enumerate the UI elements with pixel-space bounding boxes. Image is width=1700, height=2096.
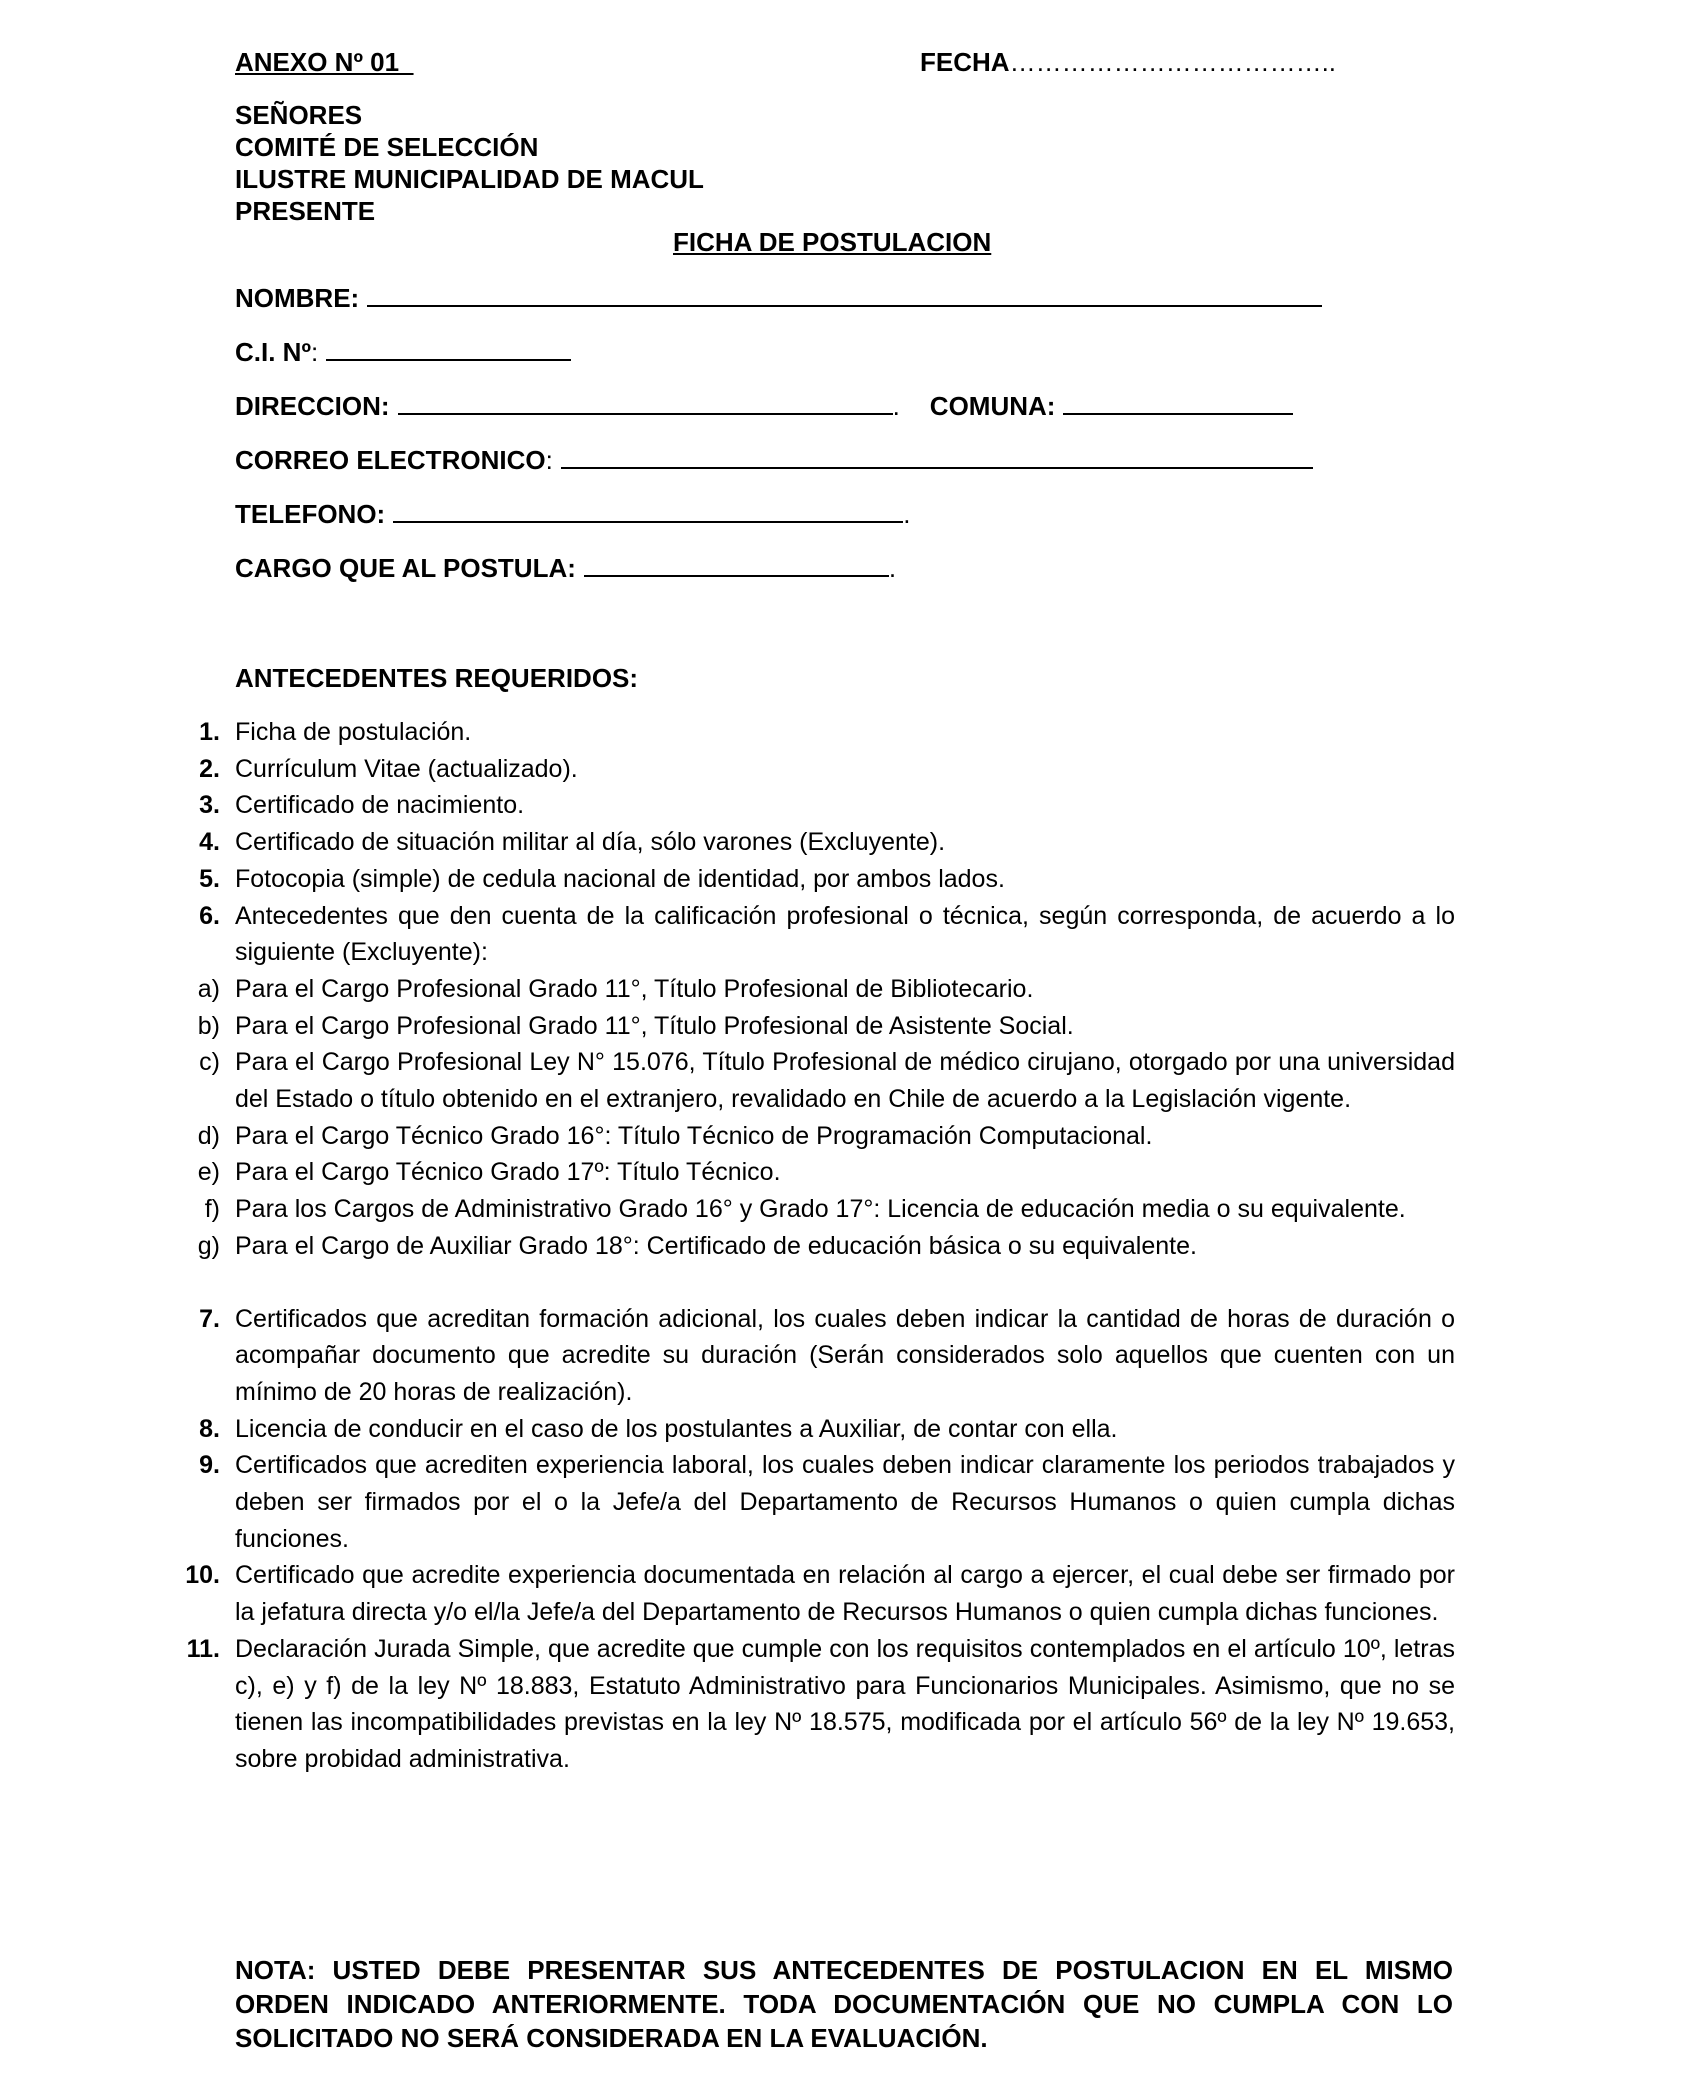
item-text: Fotocopia (simple) de cedula nacional de identidad, por ambos lados. [235,864,1005,893]
email-field [235,445,1313,476]
phone-label: TELEFONO: [235,499,386,529]
address-input-line[interactable] [398,393,893,415]
recipient-line: SEÑORES [235,100,363,130]
item-number: 11. [186,1634,220,1663]
item-text: Currículum Vitae (actualizado). [235,754,578,783]
list-item [170,1631,1455,1778]
list-spacer [170,1265,1455,1301]
item-text: Certificados que acrediten experiencia laboral, los cuales deben indicar claramente los periodos trabajados y deben ser firmados por el o la Jefe/a del Departamento de Recursos Humanos o quien cumpla dichas funciones. [235,1451,1455,1553]
comuna-input-line[interactable] [1063,393,1293,415]
requirements-list [170,714,1455,1778]
date-dots: ……………………………….. [1009,47,1337,77]
list-item [170,1557,1455,1630]
position-period: . [888,553,897,583]
email-colon: : [545,445,553,475]
item-text: Para los Cargos de Administrativo Grado 16° y Grado 17°: Licencia de educación media o su equivalente. [235,1195,1406,1224]
list-item [170,898,1455,971]
item-text: Certificados que acreditan formación adicional, los cuales deben indicar la cantidad de horas de duración o acompañar documento que acredite su duración (Serán considerados solo aquellos que cuenten con un mínimo de 20 horas de realización). [235,1304,1455,1406]
comuna-label: COMUNA: [929,391,1056,421]
note-paragraph: NOTA: USTED DEBE PRESENTAR SUS ANTECEDENTES DE POSTULACION EN EL MISMO ORDEN INDICADO ANTERIORMENTE. TODA DOCUMENTACIÓN QUE NO CUMPLA CON LO SOLICITADO NO SERÁ CONSIDERADA EN LA EVALUACIÓN. [235,1955,1453,2053]
item-text: Para el Cargo Profesional Grado 11°, Título Profesional de Asistente Social. [235,1011,1074,1040]
ci-colon: : [310,337,319,367]
address-label: DIRECCION: [235,391,390,421]
list-item [170,824,1455,861]
recipient-line: PRESENTE [235,196,376,226]
sub-list-item [170,1044,1455,1117]
item-number: 8. [199,1414,220,1443]
list-item [170,861,1455,898]
address-field [235,391,1293,422]
item-text: Para el Cargo Profesional Ley N° 15.076, Título Profesional de médico cirujano, otorgado por una universidad del Estado o título obtenido en el extranjero, revalidado en Chile de acuerdo a la Legislación vigente. [235,1048,1455,1114]
item-text: Certificado de nacimiento. [235,791,525,820]
name-field [235,283,1322,314]
item-letter: c) [199,1048,220,1077]
position-input-line[interactable] [584,555,889,577]
item-text: Certificado que acredite experiencia documentada en relación al cargo a ejercer, el cual debe ser firmado por la jefatura directa y/o el/la Jefe/a del Departamento de Recursos Humanos o quien cumpla dichas funciones. [235,1561,1455,1627]
item-number: 9. [199,1451,220,1480]
address-period: . [892,391,900,421]
list-item [170,787,1455,824]
item-text: Licencia de conducir en el caso de los postulantes a Auxiliar, de contar con ella. [235,1414,1118,1443]
sub-list-item [170,971,1455,1008]
item-text: Declaración Jurada Simple, que acredite que cumple con los requisitos contemplados en el artículo 10º, letras c), e) y f) de la ley Nº 18.883, Estatuto Administrativo para Funcionarios Municipales. Asimismo, que no se tienen las incompatibilidades previstas en la ley Nº 18.575, modificada por el artículo 56º de la ley Nº 19.653, sobre probidad administrativa. [235,1634,1455,1773]
name-input-line[interactable] [367,285,1322,307]
item-number: 2. [199,754,220,783]
recipient-block [235,99,704,227]
sub-list-item [170,1008,1455,1045]
list-item [170,751,1455,788]
name-label: NOMBRE: [235,283,360,313]
position-field [235,553,896,584]
item-number: 3. [199,791,220,820]
item-text: Certificado de situación militar al día, sólo varones (Excluyente). [235,828,946,857]
sub-list-item [170,1118,1455,1155]
sub-list-item [170,1228,1455,1265]
item-number: 6. [199,901,220,930]
item-letter: a) [197,974,220,1003]
ci-label: C.I. Nº [235,337,311,367]
phone-input-line[interactable] [393,501,903,523]
ci-field [235,337,571,368]
item-number: 4. [199,828,220,857]
item-number: 7. [199,1304,220,1333]
phone-period: . [903,499,911,529]
item-text: Para el Cargo de Auxiliar Grado 18°: Certificado de educación básica o su equivalente. [235,1231,1197,1260]
item-text: Para el Cargo Profesional Grado 11°, Título Profesional de Bibliotecario. [235,974,1034,1003]
item-number: 1. [199,718,220,746]
item-text: Para el Cargo Técnico Grado 16°: Título Técnico de Programación Computacional. [235,1121,1153,1150]
form-title: FICHA DE POSTULACION [673,227,992,257]
item-letter: g) [197,1231,220,1260]
list-item [170,714,1455,751]
date-field [920,47,1336,78]
section-title: ANTECEDENTES REQUERIDOS: [235,663,639,693]
email-label: CORREO ELECTRONICO [235,445,546,475]
recipient-line: COMITÉ DE SELECCIÓN [235,132,539,162]
item-text: Ficha de postulación. [235,718,472,746]
item-number: 5. [199,864,220,893]
sub-list-item [170,1191,1455,1228]
position-label: CARGO QUE AL POSTULA: [235,553,576,583]
sub-list-item [170,1154,1455,1191]
list-item [170,1411,1455,1448]
list-item [170,1447,1455,1557]
item-letter: b) [197,1011,220,1040]
recipient-line: ILUSTRE MUNICIPALIDAD DE MACUL [235,164,704,194]
email-input-line[interactable] [561,447,1313,469]
list-item [170,1301,1455,1411]
item-text: Para el Cargo Técnico Grado 17º: Título Técnico. [235,1158,781,1187]
item-text: Antecedentes que den cuenta de la calificación profesional o técnica, según corresponda, de acuerdo a lo siguiente (Excluyente): [235,901,1455,967]
item-number: 10. [185,1561,220,1590]
ci-input-line[interactable] [326,339,571,361]
phone-field [235,499,910,530]
annex-title: ANEXO Nº 01 [235,47,414,77]
item-letter: d) [197,1121,220,1150]
item-letter: e) [197,1158,220,1187]
item-letter: f) [204,1195,220,1224]
date-label: FECHA [920,47,1010,77]
